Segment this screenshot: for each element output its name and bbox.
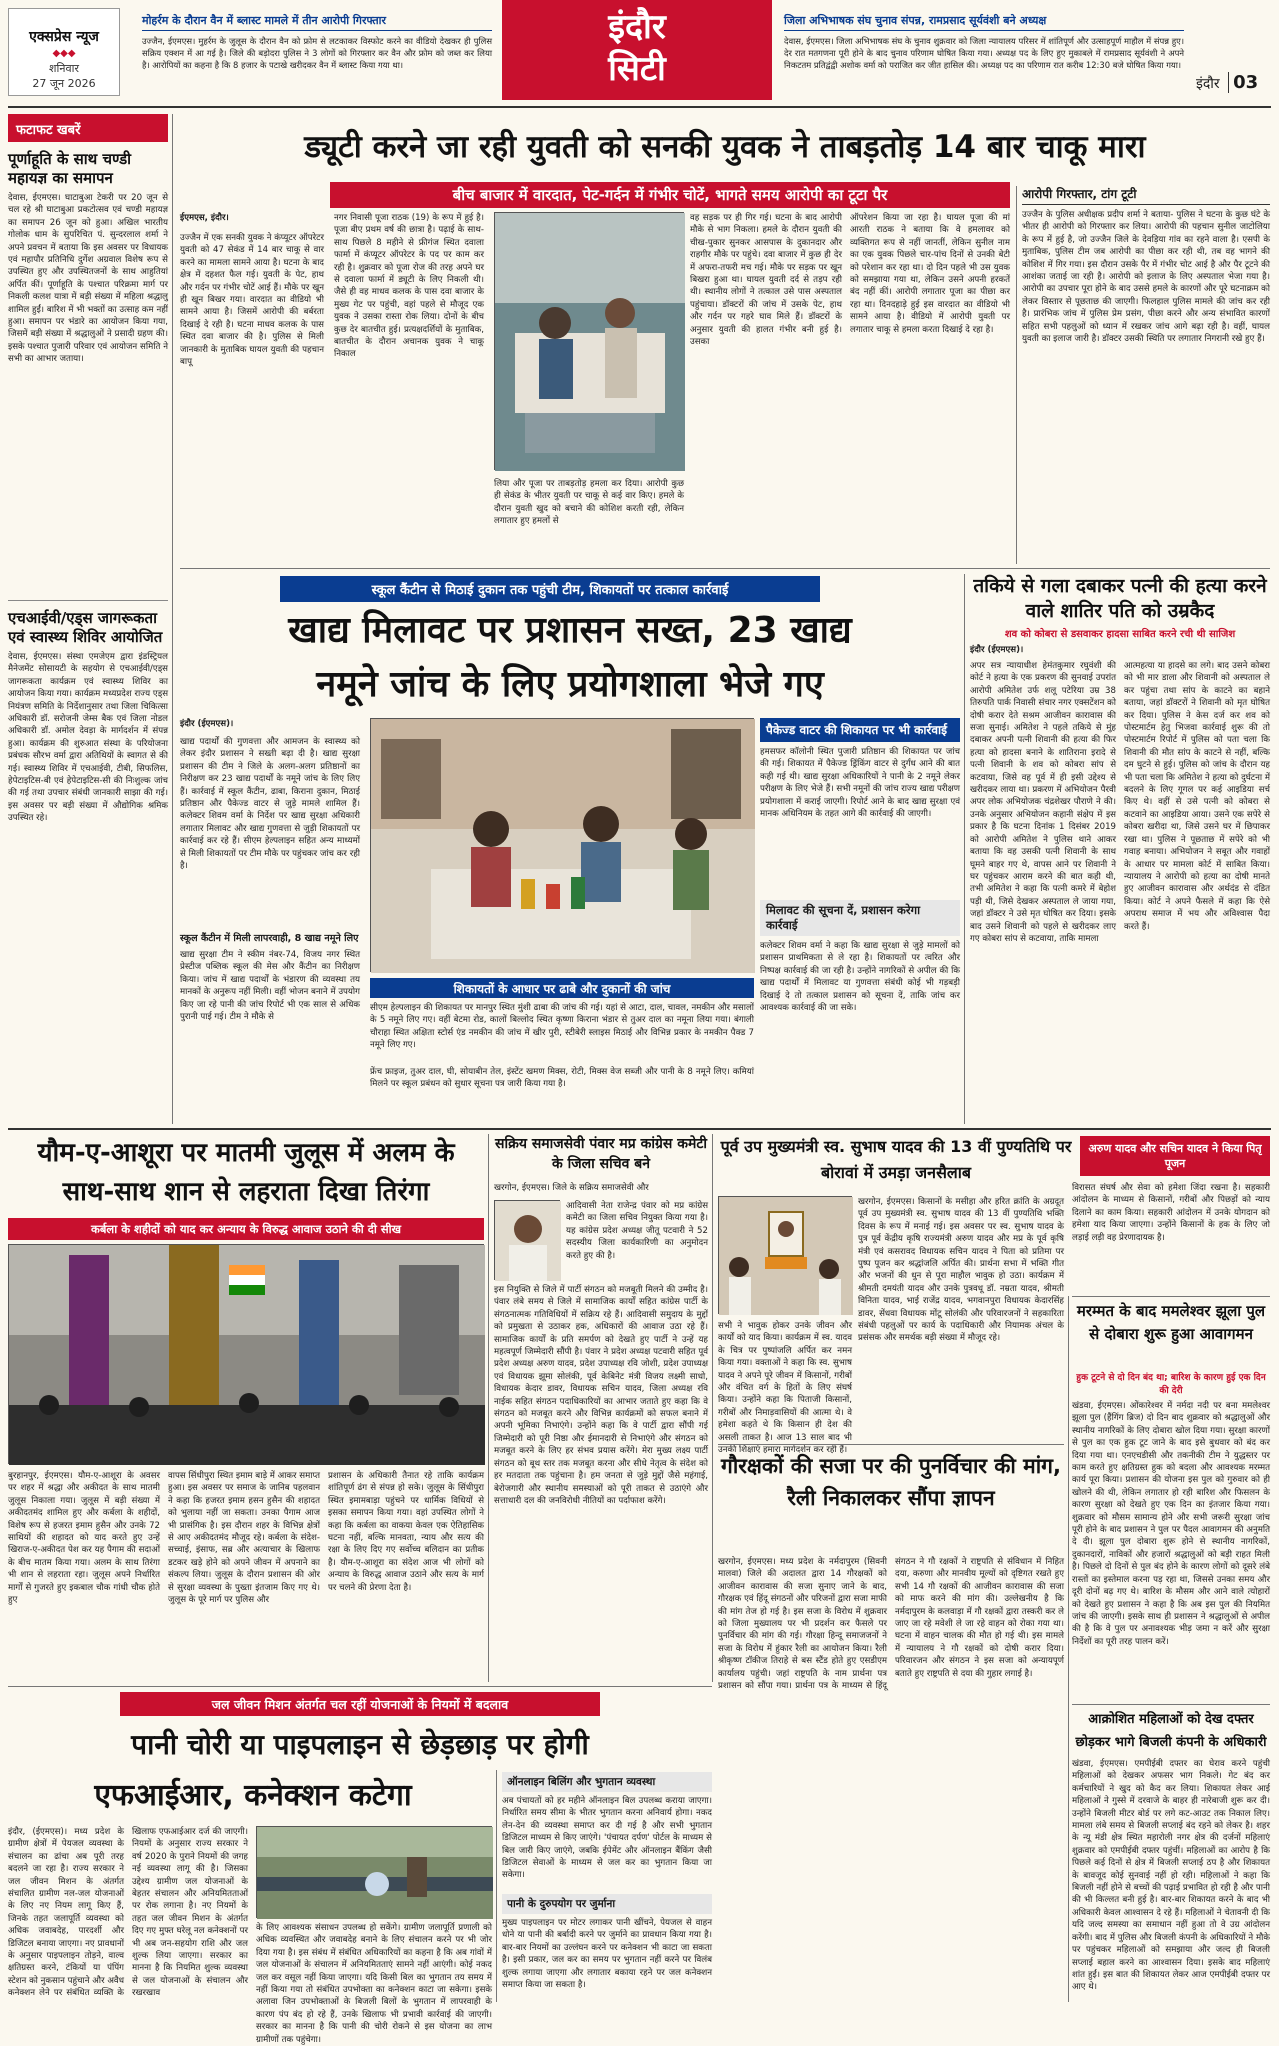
mast-right-story	[784, 14, 1184, 98]
adulteration-sub-1: स्कूल कैंटीन में मिली लापरवाही, 8 खाद्य नमूने लिए	[180, 933, 359, 944]
page-city: इंदौर	[1196, 76, 1220, 92]
mast-left-story-body: उज्जैन, ईएमएस। मुहर्रम के जुलूस के दौरान वैन को फ्रोम से लटकाकर विस्फोट करने का वीडियो देखकर ही पुलिस सक्रिय एक्शन में आ गई है। जिले की बड़ोदरा पुलिस ने 3 लोगों को गिरफ्तार कर वैन और फ्रोम को जब्त कर लिया है। आरोपियों का कहना है कि 8 हजार के पटाखे खरीदकर वैन में ब्लास्ट किया गया था।	[142, 36, 492, 70]
packaged-water-title	[760, 718, 960, 742]
panwar-right-rule	[712, 1134, 713, 1682]
adulteration-headline-2: नमूने जांच के लिए प्रयोगशाला भेजे गए	[316, 664, 824, 705]
lead-bottom-rule	[180, 568, 1270, 569]
ashura-photo	[8, 1244, 484, 1464]
adulteration-photo-caption-text: शिकायतों के आधार पर ढाबे और दुकानों की जांच	[453, 981, 671, 996]
water-band-text: जल जीवन मिशन अंतर्गत चल रहीं योजनाओं के नियमों में बदलाव	[211, 1696, 509, 1712]
water-headline-2: एफआईआर, कनेक्शन कटेगा	[94, 1778, 412, 1813]
murder-body-col-2: आत्महत्या या हादसे का लगे। बाद उसने कोबरा को भी मार डाला और शिवानी को अस्पताल ले कर पहुंचा तथा सांप के काटने का बहाने बताया, जहां डॉक्टरों ने शिवानी को मृत घोषित कर दिया। पुलिस ने केस दर्ज कर शव को पोस्टमार्टम हेतु भिजवा कार्रवाई शुरू की तो पोस्टमार्टम रिपोर्ट में पुलिस को पता चला कि शिवानी की मौत सांप के काटने से नहीं, बल्कि दम घुटने से हुई। पुलिस को जांच के दौरान यह भी पता चला कि अमितेश ने हत्या को दुर्घटना में बदलने के लिए गूगल पर कई आइडिया सर्च किए थे। वहीं से उसे पत्नी को कोबरा से कटवाने का आइडिया आया। उसने एक सपेरे से कोबरा खरीदा था, जिसे उसने घर में छिपाकर रखा था। पुलिस ने पूछताछ में सपेरे को भी गवाह बनाया। अभियोजन ने सबूत और गवाहों के आधार पर मामला कोर्ट में साबित किया। न्यायालय ने आरोपी को हत्या का दोषी मानते हुए आजीवन कारावास और अर्थदंड से दंडित किया। कोर्ट ने अपने फैसले में कहा कि ऐसे अपराध समाज में भय और अविश्वास पैदा करते हैं।	[1124, 661, 1270, 932]
mast-right-story-body: देवास, ईएमएस। जिला अभिभाषक संघ के चुनाव शुक्रवार को जिला न्यायालय परिसर में शांतिपूर्ण और उत्साहपूर्ण माहौल में संपन्न हुए। देर रात मतगणना पूरी होने के बाद चुनाव परिणाम घोषित किया गया। अध्यक्ष पद के लिए हुए मुकाबले में रामप्रसाद सूर्यवंशी ने अपने निकटतम प्रतिद्वंद्वी अशोक वर्मा को पराजित कर जीत हासिल की। अध्यक्ष पद का परिणाम रात करीब 12:30 बजे घोषित किया गया।	[784, 36, 1184, 70]
panwar-body-2: आदिवासी नेता राजेन्द्र पंवार को मप्र कांग्रेस कमेटी का जिला सचिव नियुक्त किया गया है। यह कांग्रेस प्रदेश अध्यक्ष जीतू पटवारी ने 52 सदस्यीय जिला कार्यकारिणी का अनुमोदन करते हुए की है।	[566, 1201, 708, 1261]
adulteration-body-2: खाद्य सुरक्षा टीम ने स्कीम नंबर-74, विजय नगर स्थित प्रेस्टीज पब्लिक स्कूल की मेस और कैंटीन का निरीक्षण किया। जांच में खाद्य पदार्थों के भंडारण की व्यवस्था तय मानकों के अनुरूप नहीं मिली। वहीं भोजन बनाने में उपयोग किए जा रहे पानी की जांच रिपोर्ट भी एक साल से अधिक पुरानी पाई गई। टीम ने मौके से	[180, 950, 360, 1023]
electricity-headline: आक्रोशित महिलाओं को देख दफ्तर छोड़कर भागे बिजली कंपनी के अधिकारी	[1075, 1712, 1267, 1750]
lead-photo	[494, 212, 684, 470]
lead-side-body: उज्जैन के पुलिस अधीक्षक प्रदीप शर्मा ने बताया- पुलिस ने घटना के कुछ घंटे के भीतर ही आरोपी को गिरफ्तार कर लिया। आरोपी की पहचान सुनील जाटोलिया के रूप में हुई है, जो उज्जैन जिले के देवड़िया गांव का रहने वाला है। एसपी के मुताबिक, पुलिस टीम जब आरोपी का पीछा कर रही थी, तब वह भागने की कोशिश में गिर गया। इस दौरान उसके पैर में गंभीर चोट आई है और पैर टूटने की आशंका जताई जा रही है। आरोपी को इलाज के लिए अस्पताल भेजा गया है। आरोपी का उपचार पूरा होने के बाद उससे हमले के कारणों और पूरे घटनाक्रम को लेकर विस्तार से पूछताछ की जाएगी। फिलहाल पुलिस मामले की जांच कर रही है। प्रारंभिक जांच में पुलिस प्रेम प्रसंग, पीछा करने और अन्य संभावित कारणों सहित सभी पहलुओं को ध्यान में रखकर जांच आगे बढ़ा रही है। वहीं, घायल युवती का इलाज जारी है। डॉक्टर उसकी स्थिति पर लगातार निगरानी रखे हुए हैं।	[1022, 210, 1270, 345]
water-band	[120, 1692, 600, 1716]
adulteration-mid-body: सीएम हेल्पलाइन की शिकायत पर मानपुर स्थित मुंशी ढाबा की जांच की गई। यहां से आटा, दाल, चावल, नमकीन और मसालों के 5 नमूने लिए गए। वहीं बेटमा रोड, कालों बिल्लोद स्थित कृष्णा किराना भंडार से तुअर दाल का नमूना लिया गया। बंगाली चौराहा स्थित अक्षिता स्टोर्स एंड नमकीन की जांच में खीर पुरी, स्टीबेरी स्लाइस मिठाई और विभिन्न प्रकार के नमकीन पैक्ड 7 नमूने लिए गए।	[370, 1003, 754, 1051]
panwar-headline: सक्रिय समाजसेवी पंवार मप्र कांग्रेस कमेटी के जिला सचिव बने	[494, 1136, 708, 1172]
water-top-rule	[8, 1686, 712, 1687]
water-body-col-2: के लिए आवश्यक संसाधन उपलब्ध हो सकेंगे। ग्रामीण जलापूर्ति प्रणाली को अधिक व्यवस्थित और जवाबदेह बनाने के लिए संचालन करने पर भी जोर दिया गया है। इस संबंध में संबंधित अधिकारियों का कहना है कि अब गांवों में जल योजनाओं के संचालन में अनियमितताएं सामने नहीं आएंगी। कोई नकद जल कर वसूल नहीं किया जाएगा। यदि किसी बिल का भुगतान तय समय में नहीं किया गया तो संबंधित उपभोक्ता का कनेक्शन काटा जा सकेगा। इसके अलावा जिन उपभोक्ताओं के बिजली बिलों के भुगतान में लापरवाही के कारण पंप बंद हो रहे हैं, उनके खिलाफ भी प्रभावी कार्रवाई की जाएगी। सरकार का मानना है कि पानी की चोरी रोकने से इस योजना का लाभ ग्रामीणों तक पहुंचेगा।	[256, 1923, 492, 2045]
murder-sub: शव को कोबरा से डसवाकर हादसा साबित करने रची थी साजिश	[1004, 629, 1236, 640]
online-billing-box	[502, 1772, 712, 2002]
water-side-rule	[496, 1770, 497, 2002]
lead-dateline: ईएमएस, इंदौर।	[180, 213, 229, 223]
murder-body-col-1: अपर सत्र न्यायाधीश हेमंतकुमार रघुवंशी की कोर्ट ने हत्या के एक प्रकरण की सुनवाई उपरांत आरोपी अमितेश उर्फ शलू पटेरिया उम्र 38 तिरुपति पार्क निवासी संचार नगर एक्सटेंशन को दोषी करार देते सश्रम आजीवन कारावास की सजा सुनाई। अमितेश ने पहले तकिये से मुंह दबाकर अपनी पत्नी शिवानी की हत्या की फिर हत्या को हादसा बनाने के शातिराना इरादे से पत्नी शिवानी के शव को कोबरा सांप से कटवाया, जिसे वह पूर्व में ही इसी उद्देश्य से खरीदकर लाया था। प्रकरण में अभियोजन पैरवी अपर लोक अभियोजक चंद्रशेखर पौराणे ने की। उनके अनुसार अभियोजन कहानी संक्षेप में इस प्रकार है कि घटना दिनांक 1 दिसंबर 2019 को आरोपी अमितेश ने पुलिस थाने आकर बताया कि वह उसकी पत्नी शिवानी के साथ घूमने बाहर गए थे, वापस आने पर शिवानी ने घर पहुंचकर आराम करने की बात कही थी, तभी अमितेश ने कहा कि पत्नी कमरे में बेहोश पड़ी थी, जिसे देखकर अस्पताल ले जाया गया, जहां डॉक्टर ने उसे मृत घोषित कर दिया। इसके बाद उसने शिवानी को पहले से खरीदकर लाए गए कोबरा सांप से कटवाया, ताकि मामला	[970, 661, 1116, 944]
lead-band-text: बीच बाजार में वारदात, पेट-गर्दन में गंभीर चोटें, भागते समय आरोपी का टूटा पैर	[452, 186, 888, 204]
hospital-scene-image	[495, 213, 685, 471]
adulteration-headline-1: खाद्य मिलावट पर प्रशासन सख्त, 23 खाद्य	[288, 610, 852, 651]
panwar-body-3: इस नियुक्ति से जिले में पार्टी संगठन को मजबूती मिलने की उम्मीद है। पंवार लंबे समय से जिले में सामाजिक कार्यों सहित कांग्रेस पार्टी के संगठनात्मक गतिविधियों में सक्रिय रहे हैं। आदिवासी समुदाय के मुद्दों को प्रमुखता से उठाकर हक, अधिकारों की आवाज उठा रहे हैं। सामाजिक कार्यों के प्रति समर्पण को देखते हुए पार्टी ने उन्हें यह महत्वपूर्ण जिम्मेदारी सौंपी है। पंवार ने प्रदेश अध्यक्ष पटवारी सहित पूर्व प्रदेश अध्यक्ष अरुण यादव, प्रदेश उपाध्यक्ष रवि जोशी, प्रदेश उपाध्यक्ष एवं विधायक झूमा सोलंकी, पूर्व केबिनेट मंत्री विजय लक्ष्मी साधो, विधायक केदार डावर, विधायक सचिन यादव, जिला अध्यक्ष रवि नाईक सहित संगठन पदाधिकारियों का आभार जताते हुए कहा कि वे संगठन को मजबूत करने और विभिन्न कार्यक्रमों को सफल बनाने में अपनी भूमिका निभाएंगे। उन्होंने कहा कि वे पार्टी द्वारा सौंपी गई जिम्मेदारी को पूरी निष्ठा और ईमानदारी से निभाएंगे और संगठन को मजबूत करने के लिए हर संभव प्रयास करेंगे। मेरा मुख्य लक्ष्य पार्टी संगठन को बूथ स्तर तक मजबूत करना और सीधे नेतृत्व के संदेश को हर मतदाता तक पहुंचाना है। हम जनता से जुड़े मुद्दों जैसे महंगाई, बेरोजगारी और स्थानीय समस्याओं को पूरी ताकत से उठाएंगे और सत्ताधारी दल की जनविरोधी नीतियों का पर्दाफाश करेंगे।	[494, 1285, 708, 1506]
brand-ornament-icon: ◆◆◆	[52, 48, 76, 59]
lead-body-col-3: लिया और पूजा पर ताबड़तोड़ हमला कर दिया। आरोपी कुछ ही सेकंड के भीतर युवती पर चाकू से कई वार किए। हमले के दौरान युवती खुद को बचाने की कोशिश करती रही, लेकिन लगातार हुए हमलों से	[494, 479, 684, 527]
ashura-body-col-2: वापस सिंधीपुरा स्थित इमाम बाड़े में आकर समाप्त हुआ। इस अवसर पर समाज के जानिब पहलवान ने कहा कि हजरत इमाम हसन हुसैन की शहादत को भुलाया नहीं जा सकता। उनका पैगाम आज भी प्रासंगिक है। इस दौरान शहर के विभिन्न क्षेत्रों से आए अकीदतमंद मौजूद रहे। कर्बला के संदेश-सच्चाई, इंसाफ, सब्र और अत्याचार के खिलाफ डटकर खड़े होने को अपने जीवन में अपनाने का संकल्प लिया। जुलूस के दौरान प्रशासन की ओर से सुरक्षा व्यवस्था के पुख्ता इंतजाम किए गए थे। जुलूस के पूरे मार्ग पर पुलिस और	[168, 1471, 320, 1606]
issue-day: शनिवार	[49, 62, 79, 75]
packaged-water-body: हमसफर कॉलोनी स्थित पुजारी प्रतिष्ठान की शिकायत पर जांच की गई। शिकायत में पैकेज्ड ड्रिंकिंग वाटर से दुर्गंध आने की बात कही गई थी। खाद्य सुरक्षा अधिकारियों ने पानी के 2 नमूने लेकर परीक्षण के लिए भेजे हैं। सभी नमूनों की जांच राज्य खाद्य परीक्षण प्रयोगशाला में कराई जाएगी। रिपोर्ट आने के बाद खाद्य सुरक्षा एवं मानक अधिनियम के तहत आगे की कार्रवाई की जाएगी।	[760, 747, 960, 820]
subhash-tag	[1080, 1136, 1270, 1176]
adulteration-photo-caption	[370, 978, 754, 998]
penalty-title-text: पानी के दुरुपयोग पर जुर्माना	[507, 1898, 616, 1910]
lead-side-rule	[1016, 186, 1017, 564]
city-title-line-1: इंदौर	[608, 7, 666, 47]
adulteration-band-text: स्कूल कैंटीन से मिठाई दुकान तक पहुंची टीम, शिकायतों पर तत्काल कार्रवाई	[371, 583, 729, 598]
mid-page-rule	[8, 1128, 1271, 1130]
murder-left-rule	[964, 574, 965, 1124]
ashura-band	[8, 1218, 484, 1240]
ashura-body-col-3: प्रशासन के अधिकारी तैनात रहे ताकि कार्यक्रम शांतिपूर्ण ढंग से संपन्न हो सके। जुलूस के सिंधीपुरा स्थित इमामबाड़ा पहुंचने पर धार्मिक विधियों से इसका समापन किया गया। वहां उपस्थित लोगों ने कहा कि कर्बला का वाकया केवल एक ऐतिहासिक घटना नहीं, बल्कि मानवता, न्याय और सत्य की रक्षा के लिए दिए गए सर्वोच्च बलिदान का प्रतीक है। यौम-ए-आशूरा का संदेश आज भी लोगों को अन्याय के विरुद्ध आवाज उठाने और सत्य के मार्ग पर चलने की प्रेरणा देता है।	[328, 1471, 484, 1593]
issue-date: 27 जून 2026	[32, 77, 96, 90]
water-photo	[256, 1826, 492, 1918]
packaged-water-title-text: पैकेज्ड वाटर की शिकायत पर भी कार्रवाई	[766, 723, 948, 737]
quick-news-2-title: एचआईवी/एड्स जागरूकता एवं स्वास्थ्य शिविर आयोजित	[8, 609, 163, 646]
pipeline-image	[257, 1827, 493, 1919]
page-number: 03	[1228, 72, 1258, 93]
ashura-right-rule	[488, 1134, 489, 1682]
ashura-body-col-1: बुरहानपुर, ईएमएस। यौम-ए-आशूरा के अवसर पर शहर में श्रद्धा और अकीदत के साथ मातमी जुलूस निकाला गया। जुलूस में बड़ी संख्या में अकीदतमंद शामिल हुए और कर्बला के शहीदों, विशेष रूप से हजरत इमाम हुसैन और उनके 72 साथियों की शहादत को याद करते हुए उन्हें खिराज-ए-अकीदत पेश कर यह पैगाम की सदाओं के बीच मातम किया गया। अलम के साथ तिरंगा भी शान से लहराता रहा। जुलूस अपने निर्धारित मार्गों से गुजरते हुए इकबाल चौक गांधी चौक होते हुए	[8, 1471, 160, 1606]
subhash-tag-text: अरुण यादव और सचिन यादव ने किया पितृ पूजन	[1088, 1142, 1262, 1170]
lead-side-story	[1022, 186, 1270, 564]
panwar-portrait-image	[495, 1201, 561, 1281]
online-billing-body: अब पंचायतों को हर महीने ऑनलाइन बिल उपलब्ध कराया जाएगा। निर्धारित समय सीमा के भीतर भुगतान करना अनिवार्य होगा। नकद लेन-देन की व्यवस्था समाप्त कर दी गई है और सभी भुगतान डिजिटल माध्यम से किए जाएंगे। 'पंचायत दर्पण' पोर्टल के माध्यम से बिल जारी किए जाएंगे, जबकि ईपेमेंट और ऑनलाइन बैंकिंग जैसी डिजिटल सेवाओं के माध्यम से जल कर का भुगतान किया जा सकेगा।	[502, 1796, 712, 1881]
ashura-band-text: कर्बला के शहीदों को याद कर अन्याय के विरुद्ध आवाज उठाने की दी सीख	[91, 1221, 401, 1236]
brand-box	[8, 8, 120, 96]
notice-body: कलेक्टर शिवम वर्मा ने कहा कि खाद्य सुरक्षा से जुड़े मामलों को प्रशासन प्राथमिकता से ले रहा है। शिकायतों पर त्वरित और निष्पक्ष कार्रवाई की जा रही है। उन्होंने नागरिकों से अपील की कि खाद्य पदार्थों में मिलावट या गुणवत्ता संबंधी कोई भी गड़बड़ी दिखाई दे तो तत्काल प्रशासन को सूचना दें, ताकि जांच कर आवश्यक कार्रवाई की जा सके।	[760, 941, 960, 1014]
ashura-headline: यौम-ए-आशूरा पर मातमी जुलूस में अलम के साथ-साथ शान से लहराता दिखा तिरंगा	[37, 1138, 455, 1207]
lead-body-col-5: ऑपरेशन किया जा रहा है। घायल पूजा की मां आरती राठक ने बताया कि वे हमलावर को व्यक्तिगत रूप से नहीं जानतीं, लेकिन सुनील नाम का एक युवक पिछले चार-पांच दिनों से उनकी बेटी को परेशान कर रहा था। दो दिन पहले भी उस युवक को समझाया गया था, लेकिन उसने अपनी हरकतें बंद नहीं कीं। आरोपी लगातार पूजा का पीछा कर रहा था। दिनदहाड़े हुई इस वारदात का वीडियो भी सामने आया है। वीडियो में आरोपी युवती पर लगातार चाकू से हमला करता दिखाई दे रहा है।	[850, 213, 1010, 335]
notice-title	[760, 900, 960, 936]
notice-title-text: मिलावट की सूचना दें, प्रशासन करेगा कार्रवाई	[766, 903, 921, 932]
page-folio	[1196, 72, 1274, 94]
masthead-rule	[8, 106, 1271, 108]
mast-right-story-title: जिला अभिभाषक संघ चुनाव संपन्न, रामप्रसाद सूर्यवंशी बने अध्यक्ष	[784, 14, 1184, 31]
packaged-water-box	[760, 718, 960, 1124]
tribute-ceremony-image	[719, 1197, 853, 1315]
gaurakshak-right-rule	[1068, 1296, 1069, 2002]
online-billing-title	[502, 1772, 712, 1792]
city-title-box	[502, 0, 772, 100]
adulteration-band	[280, 576, 820, 602]
panwar-body-1: खरगोन, ईएमएस। जिले के सक्रिय समाजसेवी और	[494, 1183, 649, 1193]
murder-headline: तकिये से गला दबाकर पत्नी की हत्या करने वाले शातिर पति को उम्रकैद	[973, 575, 1267, 622]
lead-band	[330, 182, 1010, 208]
subhash-headline: पूर्व उप मुख्यमंत्री स्व. सुभाष यादव की 13 वीं पुण्यतिथि पर बोरावां में उमड़ा जनसैलाब	[720, 1137, 1072, 1182]
jhula-headline: मरम्मत के बाद ममलेश्वर झूला पुल से दोबारा शुरू हुआ आवागमन	[1076, 1302, 1266, 1343]
adulteration-body-1: खाद्य पदार्थों की गुणवत्ता और आमजन के स्वास्थ्य को लेकर इंदौर प्रशासन ने सख्ती बढ़ा दी है। खाद्य सुरक्षा प्रशासन की टीम ने जिले के अलग-अलग प्रतिष्ठानों का निरीक्षण कर 23 खाद्य पदार्थों के नमूने जांच के लिए लिए हैं। कार्रवाई में स्कूल कैंटीन, ढाबा, किराना दुकान, मिठाई प्रतिष्ठान और पैकेज्ड वाटर से जुड़े मामले शामिल हैं। कलेक्टर शिवम वर्मा के निर्देश पर खाद्य सुरक्षा अधिकारी लगातार मिलावट और खाद्य गुणवत्ता से जुड़ी शिकायतों पर कार्रवाई कर रहे हैं। सीएम हेल्पलाइन सहित अन्य माध्यमों से मिली शिकायतों पर टीम मौके पर पहुंचकर जांच कर रही है।	[180, 737, 360, 872]
quick-news-1-title: पूर्णाहूति के साथ चण्डी महायज्ञ का समापन	[8, 150, 132, 187]
gaurakshak-top-rule	[718, 1444, 1064, 1445]
mast-left-story	[142, 14, 492, 98]
jhula-top-rule	[1072, 1296, 1270, 1297]
subhash-body-3: विरासत संघर्ष और सेवा को हमेशा जिंदा रखना है। सहकारी आंदोलन के माध्यम से किसानों, गरीबों और पिछड़ों को न्याय दिलाने का काम किया। सहकारी आंदोलन में उनके योगदान को हमेशा याद किया जाएगा। उन्होंने किसानों के हक के लिए जो लड़ाई लड़ी वह प्रेरणादायक है।	[1072, 1183, 1270, 1243]
online-billing-title-text: ऑनलाइन बिलिंग और भुगतान व्यवस्था	[507, 1776, 656, 1788]
adulteration-mid-body-2: फ्रेंच फ्राइज, तुअर दाल, घी, सोयाबीन तेल, इंस्टेंट खमण मिक्स, रोटी, मिक्स वेज सब्जी और पानी के 8 नमूने लिए। कमियां मिलने पर स्कूल प्रबंधन को सुधार सूचना पत्र जारी किया गया है।	[370, 1067, 754, 1090]
murder-dateline: इंदौर (ईएमएस)।	[970, 645, 1024, 655]
lead-body-col-2: नगर निवासी पूजा राठक (19) के रूप में हुई है। पूजा बीए प्रथम वर्ष की छात्रा है। पढ़ाई के साथ-साथ पिछले 8 महीने से फ्रीगंज स्थित दवाला फार्मा में कंप्यूटर ऑपरेटर के पद पर काम कर रही है। शुक्रवार को पूजा रोज की तरह अपने घर से दवाला फार्मा में ड्यूटी के लिए निकली थी। जैसे ही वह माधव कलक के पास दवा बाजार के मुख्य गेट पर पहुंची, वहां पहले से मौजूद एक युवक ने उसका रास्ता रोक लिया। दोनों के बीच कुछ देर बातचीत हुई। प्रत्यक्षदर्शियों के मुताबिक, बातचीत के दौरान अचानक युवक ने चाकू निकाल	[334, 213, 484, 360]
penalty-body: मुख्य पाइपलाइन पर मोटर लगाकर पानी खींचने, पेयजल से वाहन धोने या पानी की बर्बादी करने पर जुर्माने का प्रावधान किया गया है। बार-बार नियमों का उल्लंघन करने पर कनेक्शन भी काटा जा सकता है। इसी प्रकार, जल कर का समय पर भुगतान नहीं करने पर विलंब शुल्क लगाया जाएगा और लगातार बकाया रहने पर जल कनेक्शन समाप्त किया जा सकता है।	[502, 1918, 712, 1991]
left-column-rule	[172, 114, 173, 1124]
quick-news-1-body: देवास, ईएमएस। घाटाबुआ टेकरी पर 20 जून से चल रहे श्री घाटाबुआ प्रकटोत्सव एवं चण्डी महायज्ञ का समापन 26 जून को हुआ। अखिल भारतीय गोलोक धाम के सुपरिचित पं. सुन्दरलाल शर्मा ने अपने प्रवचन में बताया कि इस अवसर पर विधायक एवं महापौर प्रतिनिधि दुर्गेश अग्रवाल विशेष रूप से उपस्थित हुए और उपस्थितजनों के साथ आहुतियां अर्पित कीं। पूर्णाहूति के पश्चात परिक्रमा मार्ग पर निकली कलश यात्रा में बड़ी संख्या में महिला श्रद्धालु शामिल हुईं। बारिश में भी भक्तों का उत्साह कम नहीं हुआ। समापन पर भंडारे का आयोजन किया गया, जिसमें बड़ी संख्या में श्रद्धालुओं ने प्रसादी ग्रहण की। इसके पश्चात पुजारी परिवार एवं आयोजन समिति ने सभी का आभार जताया।	[8, 193, 168, 365]
water-headline-1: पानी चोरी या पाइपलाइन से छेड़छाड़ पर होगी	[131, 1728, 589, 1761]
food-inspection-image	[371, 719, 755, 973]
murder-story	[970, 574, 1270, 1124]
adulteration-col-1	[180, 736, 360, 1124]
jhula-body: खंडवा, ईएमएस। ओंकारेश्वर में नर्मदा नदी पर बना ममलेश्वर झूला पुल (हैंगिंग ब्रिज) दो दिन बाद शुक्रवार को श्रद्धालुओं और स्थानीय नागरिकों के लिए दोबारा खोल दिया गया। सुरक्षा कारणों से पुल का एक हुक टूट जाने के बाद इसे बुधवार को बंद कर दिया गया था। एनएचडीसी और तकनीकी टीम ने युद्धस्तर पर काम करते हुए क्षतिग्रस्त हुक को बदला और आवश्यक मरम्मत कार्य पूरा किया। प्रशासन की योजना इस पुल को गुरुवार को ही खोलने की थी, लेकिन लगातार हो रही बारिश और फिसलन के कारण सुरक्षा को देखते हुए एक दिन का इंतजार किया गया। शुक्रवार को मौसम सामान्य होने और सभी जरूरी सुरक्षा जांच पूरी होने के बाद प्रशासन ने पुल पर पैदल आवागमन की अनुमति दे दी। झूला पुल दोबारा शुरू होने से स्थानीय नागरिकों, दुकानदारों, नाविकों और हजारों श्रद्धालुओं को बड़ी राहत मिली है। पिछले दो दिनों से पुल बंद होने के कारण लोगों को दूसरे लंबे रास्तों का इस्तेमाल करना पड़ रहा था, जिससे उनका समय और दूरी दोनों बढ़ गए थे। बारिश के मौसम और आने वाले त्योहारों को देखते हुए प्रशासन ने कहा है कि अब इस पुल की नियमित जांच की जाएगी। इसके साथ ही प्रशासन ने श्रद्धालुओं से अपील की है कि वे पुल पर अनावश्यक भीड़ जमा न करें और सुरक्षा निर्देशों का पूरी तरह पालन करें।	[1072, 1401, 1270, 1647]
panwar-photo	[494, 1200, 560, 1280]
adulteration-dateline: इंदौर (ईएमएस)।	[180, 719, 234, 729]
masthead	[0, 0, 1279, 104]
adulteration-photo	[370, 718, 754, 972]
city-title-line-2: सिटी	[608, 49, 666, 89]
lead-headline: ड्यूटी करने जा रही युवती को सनकी युवक ने ताबड़तोड़ 14 बार चाकू मारा	[304, 129, 1146, 165]
subhash-body-2: सभी ने भावुक होकर उनके जीवन और कार्यों को याद किया। कार्यक्रम में स्व. यादव के चित्र पर पुष्पांजलि अर्पित कर नमन किया गया। वक्ताओं ने कहा कि स्व. सुभाष यादव ने अपने पूरे जीवन में किसानों, गरीबों और वंचित वर्ग के हितों के लिए संघर्ष किया। उन्होंने कहा कि पिताजी किसानों, गरीबों और निमाड़वासियों की आत्मा थे। वे हमेशा कहते थे कि किसान ही देश की असली ताकत है। आज 13 साल बाद भी उनकी शिक्षाएं हमारा मार्गदर्शन कर रही हैं।	[718, 1321, 852, 1456]
subhash-photo	[718, 1196, 852, 1314]
lead-body-col-4: वह सड़क पर ही गिर गई। घटना के बाद आरोपी मौके से भाग निकला। हमले के दौरान युवती की चीख-पुकार सुनकर आसपास के दुकानदार और राहगीर मौके पर पहुंचे। दवा बाजार में कुछ ही देर में अफरा-तफरी मच गई। मौके पर सड़क पर खून बिखरा हुआ था। घायल युवती दर्द से तड़प रही थी। स्थानीय लोगों ने तत्काल उसे पास अस्पताल पहुंचाया। डॉक्टरों की जांच में उसके पेट, हाथ और गर्दन पर गहरे घाव मिले हैं। डॉक्टरों के अनुसार युवती की हालत गंभीर बनी हुई है। उसका	[690, 213, 842, 348]
quick-news-header-label: फटाफट खबरें	[16, 123, 81, 138]
procession-image	[9, 1245, 485, 1465]
lead-body-col-1: उज्जैन में एक सनकी युवक ने कंप्यूटर ऑपरेटर युवती को 47 सेकंड में 14 बार चाकू से वार करने का मामला सामने आया है। घटना के बाद क्षेत्र में दहशत फैल गई। युवती के पेट, हाथ और गर्दन पर गंभीर चोटें आई हैं। मौके पर खून ही खून बिखर गया। वारदात का वीडियो भी सामने आया है। जिसमें आरोपी की बर्बरता दिखाई दे रही है। घटना माधव कलक के पास स्थित दवा बाजार की है। पुलिस से मिली जानकारी के मुताबिक घायल युवती की पहचान बापू	[180, 233, 324, 368]
lead-side-title: आरोपी गिरफ्तार, टांग टूटी	[1022, 186, 1270, 205]
water-body-col-1: इंदौर, (ईएमएस)। मध्य प्रदेश के ग्रामीण क्षेत्रों में पेयजल व्यवस्था के संचालन का ढांचा अब पूरी तरह बदलने जा रहा है। राज्य सरकार ने जल जीवन मिशन के अंतर्गत संचालित ग्रामीण नल-जल योजनाओं के लिए नए नियम लागू किए हैं, जिनके तहत जलापूर्ति व्यवस्था को अधिक जवाबदेह, पारदर्शी और डिजिटल बनाया जाएगा। नए प्रावधानों के अनुसार पाइपलाइन तोड़ने, वाल्व क्षतिग्रस्त करने, टंकियों या पंपिंग स्टेशन को नुकसान पहुंचाने और अवैध कनेक्शन लेने पर संबंधित व्यक्ति के खिलाफ एफआईआर दर्ज की जाएगी। नियमों के अनुसार राज्य सरकार ने वर्ष 2020 के पुराने नियमों की जगह नई व्यवस्था लागू की है। जिसका उद्देश्य ग्रामीण जल योजनाओं के बेहतर संचालन और अनियमितताओं पर रोक लगाना है। नए नियमों के तहत जल जीवन मिशन के अंतर्गत दिए गए मुफ्त घरेलू नल कनेक्शनों पर भी अब जन-सहयोग राशि और जल शुल्क लिया जाएगा। सरकार का मानना है कि नियमित शुल्क व्यवस्था से जल योजनाओं के संचालन और रखरखाव	[8, 1827, 248, 1999]
electricity-top-rule	[1072, 1704, 1270, 1705]
quick-news-2-body: देवास, ईएमएस। संस्था एमजेएम द्वारा इंडस्ट्रियल मैनेजमेंट सोसायटी के सहयोग से एचआईवी/एड्स जागरूकता कार्यक्रम एवं स्वास्थ्य शिविर का आयोजन किया गया। कार्यक्रम मध्यप्रदेश राज्य एड्स नियंत्रण समिति के निर्देशानुसार तथा जिला चिकित्सा अधिकारी डॉ. सरोजनी जेम्स बैक एवं जिला नोडल अधिकारी डॉ. अमोल देवड़ा के मार्गदर्शन में संपन्न हुआ। कार्यक्रम की शुरुआत संस्था के परियोजना प्रबंधक सौरभ वर्मा द्वारा अतिथियों के स्वागत से की गई। स्वास्थ्य शिविर में एचआईवी, टीबी, सिफलिस, हेपेटाइटिस-बी एवं हेपेटाइटिस-सी की निःशुल्क जांच की गई तथा उपचार संबंधी जानकारी साझा की गई। इस अवसर पर बड़ी संख्या में औद्योगिक श्रमिक उपस्थित रहे।	[8, 652, 168, 824]
quick-news-header	[8, 114, 168, 142]
subhash-body-1: खरगोन, ईएमएस। किसानों के मसीहा और हरित क्रांति के अग्रदूत पूर्व उप मुख्यमंत्री स्व. सुभाष यादव की 13 वीं पुण्यतिथि भक्ति दिवस के रूप में मनाई गई। इस अवसर पर स्व. सुभाष यादव के पुत्र पूर्व केंद्रीय कृषि राज्यमंत्री अरुण यादव और मप्र के पूर्व कृषि मंत्री एवं कसरावद विधायक सचिन यादव ने पिता को प्रतिमा पर पुष्प पूजन कर श्रद्धांजलि अर्पित की। प्रार्थना सभा में भक्ति गीत और भजनों की धुन से पूरा माहौल भावुक हो उठा। कार्यक्रम में श्रीमती दमयंती यादव और उनके पुत्रवधू डॉ. नम्रता यादव, श्रीमती विनिता यादव, भाई राजेंद्र यादव, भगवानपुरा विधायक केदारसिंह डावर, सेंधवा विधायक मोंटू सोलंकी और परिवारजनों ने सहकारिता संबंधी पहलुओं पर कार्य के पदाधिकारी और नियामक अंचल के प्रसंसक और समर्थक बड़ी संख्या में मौजूद रहे।	[858, 1197, 1064, 1344]
quick-news-column	[8, 114, 168, 1124]
mast-left-story-title: मोहर्रम के दौरान वैन में ब्लास्ट मामले में तीन आरोपी गिरफ्तार	[142, 14, 492, 31]
jhula-sub: हुक टूटने से दो दिन बंद था; बारिश के कारण हुई एक दिन की देरी	[1076, 1373, 1266, 1396]
electricity-body: खंडवा, ईएमएस। एमपीईबी दफ्तर का घेराव करने पहुंची महिलाओं को देखकर अफसर भाग निकले। गेट बंद कर कर्मचारियों ने खुद को कैद कर लिया। शिकायत लेकर आई महिलाओं ने गुस्से में दरवाजे के बाहर ही नारेबाजी शुरू कर दी। उन्होंने बिजली मीटर बोर्ड पर लगे कट-आउट तक निकाल लिए। मामला लंबे समय से बिजली सप्लाई बंद रहने को लेकर है। शहर के न्यू मंडी क्षेत्र स्थित महारोली नगर क्षेत्र की दर्जनों महिलाएं शुक्रवार को एमपीईबी दफ्तर पहुंचीं। महिलाओं का आरोप है कि पिछले कई दिनों से क्षेत्र में बिजली सप्लाई ठप है और शिकायत के बावजूद कोई सुनवाई नहीं हो रही। महिलाओं ने कहा कि बिजली नहीं होने से बच्चों की पढ़ाई प्रभावित हो रही है और पानी की भी किल्लत बनी हुई है। बार-बार शिकायत करने के बाद भी अधिकारी केवल आश्वासन दे रहे हैं। महिलाओं ने चेतावनी दी कि यदि जल्द समस्या का समाधान नहीं हुआ तो वे उग्र आंदोलन करेंगी। बाद में पुलिस और बिजली कंपनी के अधिकारियों ने मौके पर पहुंचकर महिलाओं को समझाया और जल्द ही बिजली सप्लाई बहाल करने का आश्वासन दिया। इसके बाद महिलाएं शांत हुईं। इस बात की शिकायत लेकर आज एमपीईबी दफ्तर पर आए थे।	[1072, 1759, 1270, 1993]
brand-name: एक्सप्रेस न्यूज	[29, 29, 99, 45]
penalty-title	[502, 1894, 712, 1914]
gaurakshak-body: खरगोन, ईएमएस। मध्य प्रदेश के नर्मदापुरम (सिवनी मालवा) जिले की अदालत द्वारा 14 गौरक्षकों को आजीवन कारावास की सजा सुनाए जाने के बाद, गौरक्षक एवं हिंदू संगठनों और परिजनों द्वारा सजा माफी की मांग तेज हो गई है। इस सजा के विरोध में शुक्रवार को जिला मुख्यालय पर भी प्रदर्शन कर फैसले पर पुनर्विचार की मांग की गई। गौरक्षा हिन्दू समाजजनों ने सजा के विरोध में हुंकार रैली का आयोजन किया। रैली श्रीकृष्ण टॉकीज तिराहे से बस स्टैंड होते हुए एसडीएम कार्यालय पहुंची। जहां राष्ट्रपति के नाम प्रार्थना पत्र प्रशासन को सौंपा गया। प्रार्थना पत्र के माध्यम से हिंदू संगठन ने गौ रक्षकों ने राष्ट्रपति से संविधान में निहित दया, करुणा और मानवीय मूल्यों को दृष्टिगत रखते हुए सभी 14 गौ रक्षकों की आजीवन कारावास की सजा को माफ करने की मांग की। उल्लेखनीय है कि नर्मदापुरम के कलवाड़ा में गौ रक्षकों द्वारा तस्करी कर ले जाए जा रहे मवेशी ले जा रहे वाहन को रोका गया था। घटना में वाहन चालक की मौत हो गई थी। इस मामले में न्यायालय ने गौ रक्षकों को दोषी करार दिया। परिवारजन और संगठन ने इस सजा को अन्यायपूर्ण बताते हुए राष्ट्रपति से दया की गुहार लगाई है।	[718, 1557, 1064, 1692]
gaurakshak-headline: गौरक्षकों की सजा पर की पुनर्विचार की मांग, रैली निकालकर सौंपा ज्ञापन	[721, 1454, 1061, 1510]
